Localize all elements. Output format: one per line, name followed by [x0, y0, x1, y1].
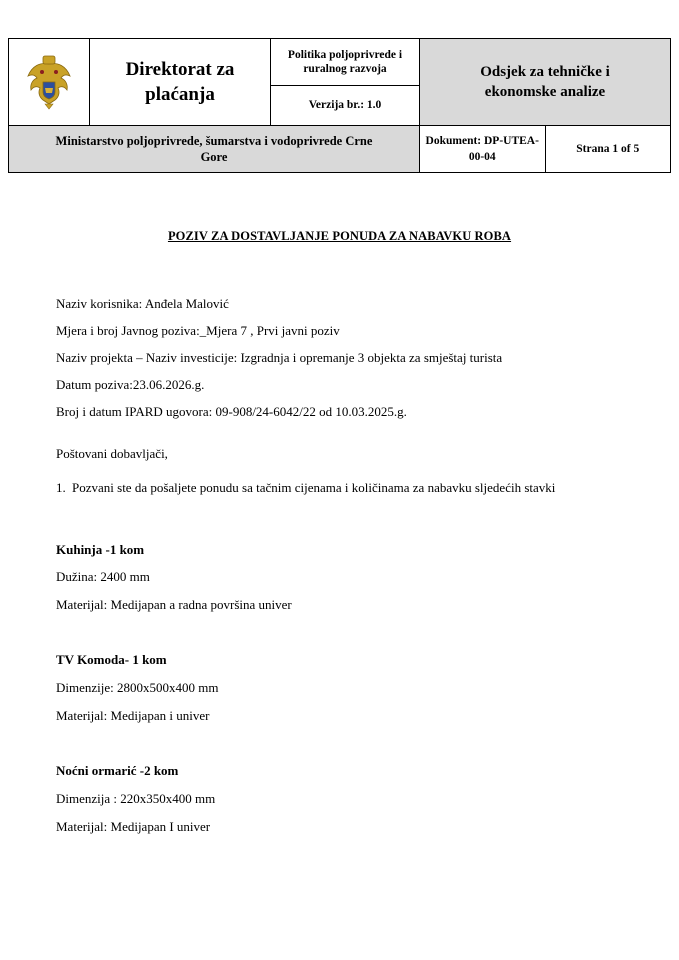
intro-number: 1.	[56, 480, 66, 495]
document-number-cell	[420, 126, 546, 173]
policy-line2: ruralnog razvoja	[303, 62, 387, 75]
ministry-cell	[9, 126, 420, 173]
montenegro-coat-of-arms-icon	[26, 54, 72, 110]
item-detail: Materijal: Medijapan a radna površina univer	[56, 597, 292, 612]
intro-text: Pozvani ste da pošaljete ponudu sa tačnim cijenama i količinama za nabavku sljedećih stavki	[72, 480, 556, 495]
ministry-line2: Gore	[200, 150, 228, 164]
info-user: Naziv korisnika: Anđela Malović	[56, 296, 229, 311]
org-name-cell	[90, 39, 271, 126]
org-name-line2: plaćanja	[145, 84, 215, 105]
item-detail: Dužina: 2400 mm	[56, 569, 150, 584]
item-detail: Dimenzija : 220x350x400 mm	[56, 791, 216, 806]
intro-paragraph	[56, 480, 555, 496]
document-title: POZIV ZA DOSTAVLJANJE PONUDA ZA NABAVKU ROBA	[167, 229, 512, 243]
department-line2: ekonomske analize	[484, 84, 606, 100]
org-name-line1: Direktorat za	[125, 59, 235, 80]
department-line1: Odsjek za tehničke i	[480, 64, 610, 80]
version-cell: Verzija br.: 1.0	[271, 85, 420, 125]
info-measure: Mjera i broj Javnog poziva:_Mjera 7 , Prvi javni poziv	[56, 323, 340, 338]
item-detail: Materijal: Medijapan I univer	[56, 819, 211, 834]
document-line2: 00-04	[468, 151, 496, 163]
item-name: Kuhinja -1 kom	[56, 542, 145, 557]
item-detail: Materijal: Medijapan i univer	[56, 708, 210, 723]
greeting: Poštovani dobavljači,	[56, 446, 168, 461]
item-name: TV Komoda- 1 kom	[56, 652, 167, 667]
info-contract: Broj i datum IPARD ugovora: 09-908/24-6042/22 od 10.03.2025.g.	[56, 404, 407, 419]
item-name: Noćni ormarić -2 kom	[56, 763, 179, 778]
info-date: Datum poziva:23.06.2026.g.	[56, 377, 205, 392]
department-cell	[420, 39, 671, 126]
info-project: Naziv projekta – Naziv investicije: Izgradnja i opremanje 3 objekta za smještaj turista	[56, 350, 503, 365]
page-number-cell: Strana 1 of 5	[545, 126, 671, 173]
item-detail: Dimenzije: 2800x500x400 mm	[56, 680, 219, 695]
ministry-line1: Ministarstvo poljoprivrede, šumarstva i vodoprivrede Crne	[55, 134, 373, 148]
policy-cell	[271, 39, 420, 86]
document-header	[8, 38, 671, 173]
logo-cell	[9, 39, 90, 126]
document-line1: Dokument: DP-UTEA-	[425, 135, 539, 147]
policy-line1: Politika poljoprivrede i	[287, 48, 403, 61]
